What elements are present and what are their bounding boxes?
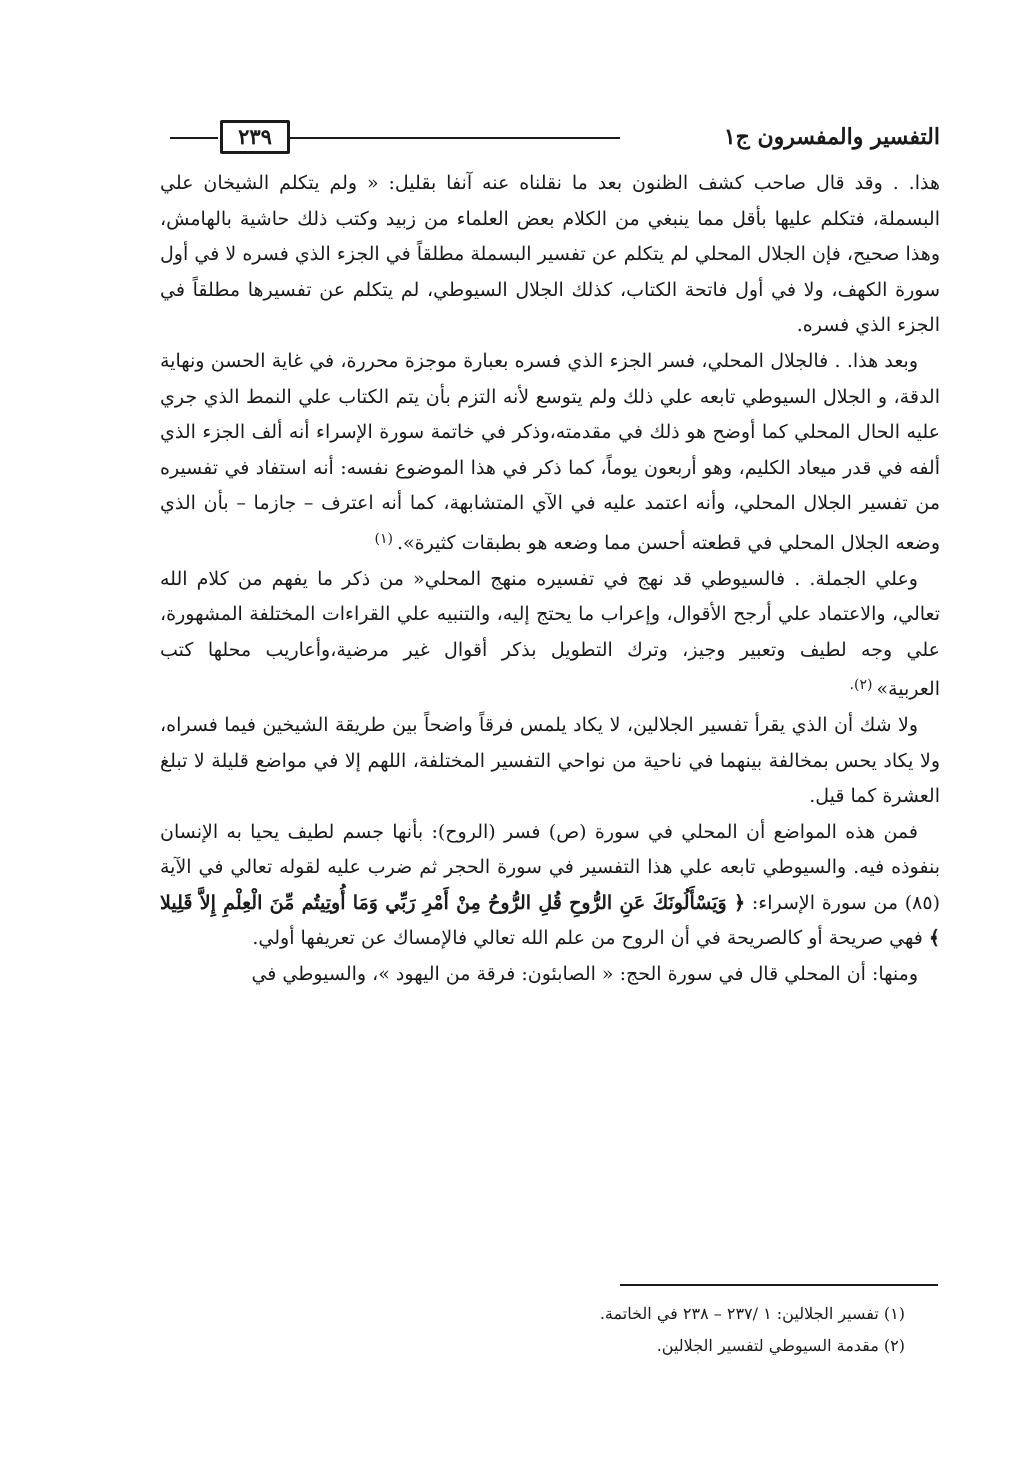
running-title: التفسير والمفسرون ج١ (723, 124, 940, 150)
page-number: ٢٣٩ (220, 120, 290, 154)
footnote-separator (620, 1284, 938, 1286)
paragraph (160, 957, 940, 993)
paragraph-text: ولا شك أن الذي يقرأ تفسير الجلالين، لا يكاد يلمس فرقاً واضحاً بين طريقة الشيخين فيما فسراه، ولا يكاد يحس بمخالفة بينهما في ناحية من نواحي التفسير المختلفة، اللهم إلا في مواضع قليلة لا تبلغ العشرة كما قيل. (160, 713, 940, 808)
header-rule-left (170, 137, 218, 139)
paragraph (160, 166, 940, 344)
footnote-reference: (٢). (849, 677, 873, 694)
footnote: (٢) مقدمة السيوطي لتفسير الجلالين. (656, 1336, 905, 1355)
paragraph (160, 708, 940, 815)
paragraph-text: فمن هذه المواضع أن المحلي في سورة (ص) فسر (الروح): بأنها جسم لطيف يحيا به الإنسان بنفوذه فيه. والسيوطي تابعه علي هذا التفسير في سورة الحجر ثم ضرب عليه لقوله تعالي في الآية (٨٥) من سورة الإسراء: (160, 820, 941, 914)
footnote-reference: (١) (374, 530, 393, 547)
paragraph-text: فهي صريحة أو كالصريحة في أن الروح من علم الله تعالي فالإمساك عن تعريفها أولي. (252, 927, 923, 950)
quran-verse: ﴿ وَيَسْأَلُونَكَ عَنِ الرُّوحِ قُلِ الرُّوحُ مِنْ أَمْرِ رَبِّي وَمَا أُوتِيتُم مِّنَ الْعِلْمِ إِلاَّ قَلِيلا ﴾ (160, 891, 940, 950)
paragraph-text: وعلي الجملة. . فالسيوطي قد نهج في تفسيره منهج المحلي« من ذكر ما يفهم من كلام الله تعالي، والاعتماد علي أرجح الأقوال، وإعراب ما يحتج إليه، والتنبيه علي القراءات المختلفة المشهورة، علي وجه لطيف وتعبير وجيز، وترك التطويل بذكر أقوال غير مرضية،وأعاريب محلها كتب العربية» (160, 567, 940, 701)
footnote: (١) تفسير الجلالين: ١ /٢٣٧ – ٢٣٨ في الخاتمة. (599, 1304, 905, 1323)
paragraph (160, 815, 940, 957)
paragraph (160, 344, 940, 562)
paragraph (160, 562, 940, 708)
footnotes (160, 1298, 905, 1362)
paragraph-text: هذا. . وقد قال صاحب كشف الظنون بعد ما نقلناه عنه آنفا بقليل: « ولم يتكلم الشيخان علي البسملة، فتكلم عليها بأقل مما ينبغي من الكلام بعض العلماء من زبيد وكتب ذلك حاشية بالهامش، وهذا صحيح، فإن الجلال المحلي لم يتكلم عن تفسير البسملة مطلقاً في الجزء الذي فسره لا في أول سورة الكهف، ولا في أول فاتحة الكتاب، كذلك الجلال السيوطي، لم يتكلم عن تفسيرها مطلقاً في الجزء الذي فسره. (160, 172, 940, 337)
main-text (160, 166, 940, 993)
paragraph-text: وبعد هذا. . فالجلال المحلي، فسر الجزء الذي فسره بعبارة موجزة محررة، في غاية الحسن ونهاية الدقة، و الجلال السيوطي تابعه علي ذلك ولم يتوسع لأنه التزم بأن يتم الكتاب علي النمط الذي جري عليه الحال المحلي كما أوضح هو ذلك في مقدمته،وذكر في خاتمة سورة الإسراء أنه ألف الجزء الذي ألفه في قدر ميعاد الكليم، وهو أربعون يوماً، كما ذكر في هذا الموضوع نفسه: أنه استفاد في تفسيره من تفسير الجلال المحلي، وأنه اعتمد عليه في الآي المتشابهة، كما أنه اعترف – جازما – بأن الذي وضعه الجلال المحلي في قطعته أحسن مما وضعه هو بطبقات كثيرة». (160, 349, 940, 554)
paragraph-text: ومنها: أن المحلي قال في سورة الحج: « الصابئون: فرقة من اليهود »، والسيوطي في (251, 963, 918, 986)
running-header (170, 118, 940, 164)
header-rule (290, 137, 620, 139)
